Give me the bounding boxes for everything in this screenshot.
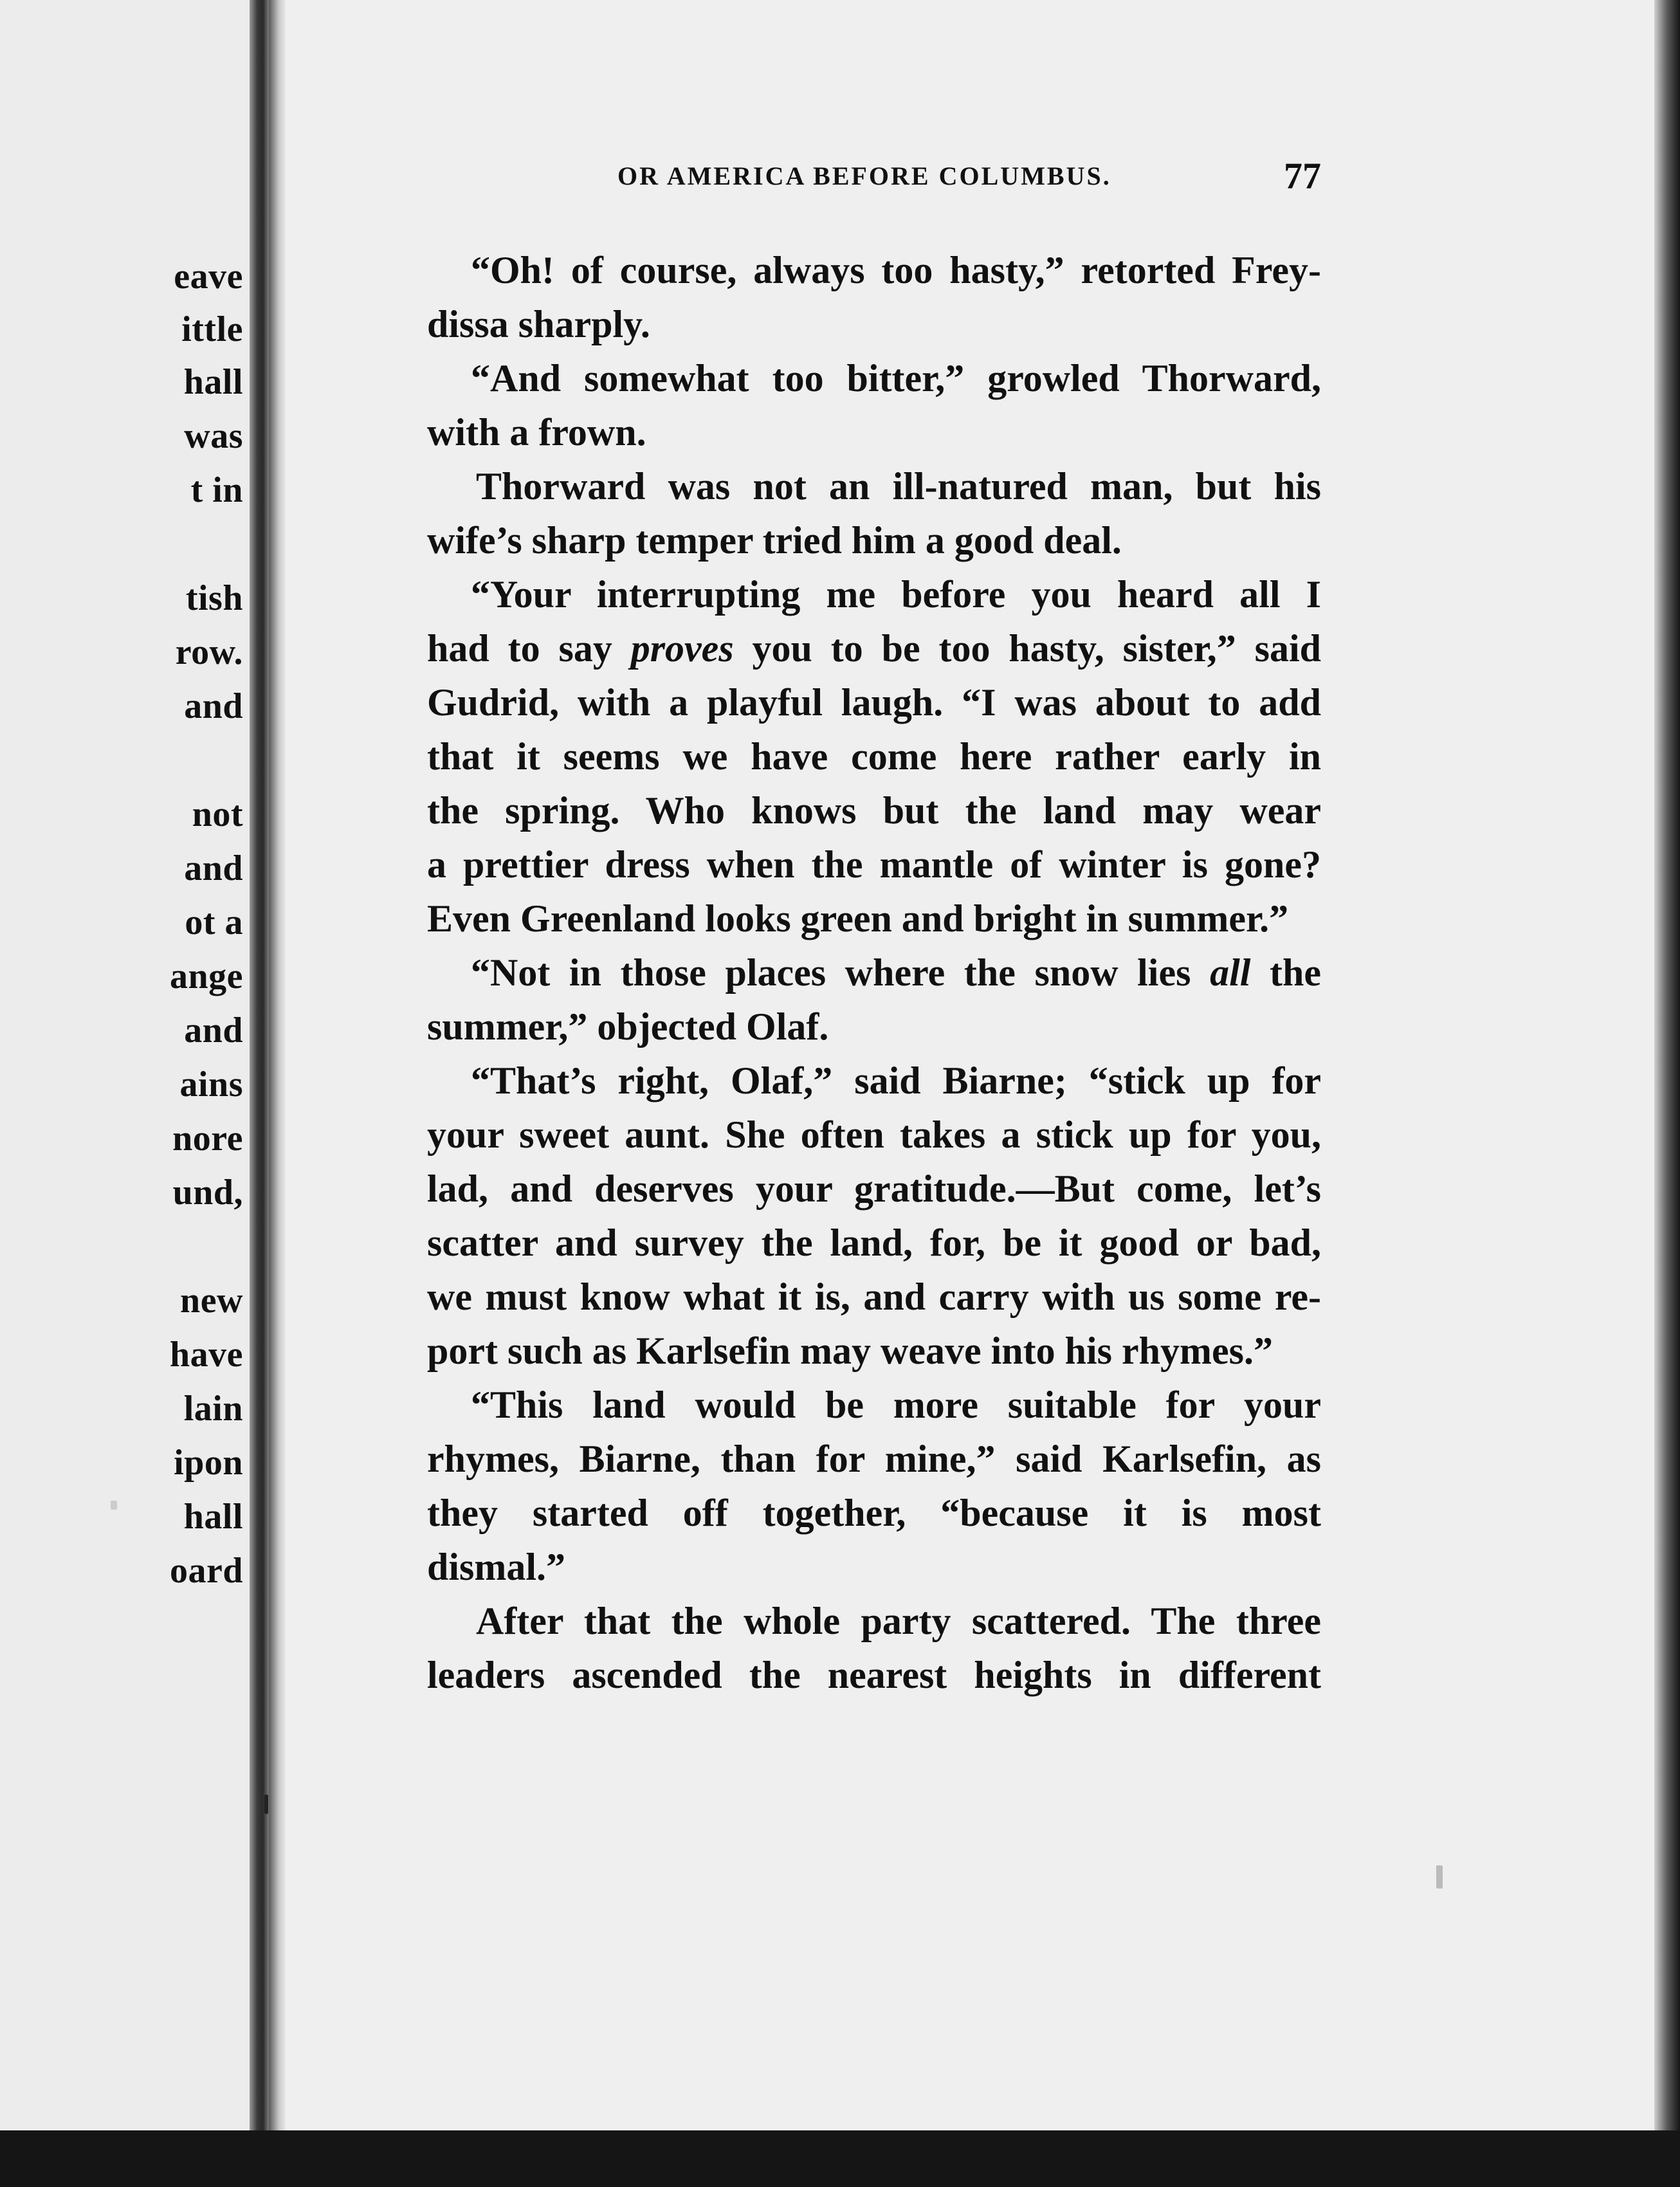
left-page-line: new xyxy=(180,1281,243,1321)
left-page-line: eave xyxy=(174,257,243,297)
text-line: with a frown. xyxy=(427,411,646,453)
page-edge-shadow xyxy=(1654,0,1680,2148)
text-line: we must know what it is, and carry with us some re- xyxy=(427,1276,1321,1318)
text-line: rhymes, Biarne, than for mine,” said Karlsefin, as xyxy=(427,1438,1321,1480)
text-line xyxy=(427,946,1321,1000)
left-page-line: t in xyxy=(190,470,243,510)
left-page-line: oard xyxy=(170,1551,243,1591)
left-page-line: ipon xyxy=(174,1443,243,1483)
left-page-line: row. xyxy=(175,632,243,672)
text-run: you to be too hasty, sister,” said xyxy=(733,627,1321,670)
left-page-line: hall xyxy=(183,362,243,402)
text-line: “And somewhat too bitter,” growled Thorward, xyxy=(471,357,1321,399)
text-line: scatter and survey the land, for, be it good or bad, xyxy=(427,1222,1321,1264)
text-line: dismal.” xyxy=(427,1546,566,1588)
scan-bottom-border xyxy=(0,2130,1680,2187)
text-run: the xyxy=(1250,951,1321,994)
left-page-line: ains xyxy=(179,1065,243,1104)
scan-speck xyxy=(111,1501,117,1510)
text-line: lad, and deserves your gratitude.—But come, let’s xyxy=(427,1167,1321,1210)
text-line: “That’s right, Olaf,” said Biarne; “stick up for xyxy=(471,1059,1321,1102)
text-line: that it seems we have come here rather early in xyxy=(427,735,1321,778)
text-line: Even Greenland looks green and bright in summer.” xyxy=(427,897,1289,940)
text-line: port such as Karlsefin may weave into his rhymes.” xyxy=(427,1330,1273,1372)
left-page-line: and xyxy=(184,1011,243,1050)
text-line: Gudrid, with a playful laugh. “I was about to add xyxy=(427,681,1321,724)
book-gutter xyxy=(250,0,269,2136)
text-line: After that the whole party scattered. The three xyxy=(476,1600,1321,1642)
left-page-line: nore xyxy=(172,1119,243,1158)
left-page-fragment xyxy=(0,0,250,2130)
left-page-line: lain xyxy=(183,1389,243,1429)
left-page-line: hall xyxy=(183,1497,243,1537)
left-page-line: have xyxy=(170,1335,243,1375)
left-page-line: und, xyxy=(172,1173,243,1212)
text-line: “This land would be more suitable for your xyxy=(471,1384,1321,1426)
text-line: your sweet aunt. She often takes a stick up for you, xyxy=(427,1113,1321,1156)
running-head: OR AMERICA BEFORE COLUMBUS. xyxy=(617,161,1111,190)
left-page-line: ange xyxy=(170,956,243,996)
text-line: “Your interrupting me before you heard all I xyxy=(471,573,1321,616)
left-page-line: ittle xyxy=(181,309,243,349)
text-line: “Oh! of course, always too hasty,” retorted Frey- xyxy=(471,249,1321,291)
scan-speck xyxy=(264,1795,268,1814)
left-page-line: not xyxy=(192,794,243,834)
text-line: they started off together, “because it is most xyxy=(427,1492,1321,1534)
text-run: “Not in those places where the snow lies xyxy=(471,951,1210,994)
italic-word: all xyxy=(1210,951,1251,994)
text-line: dissa sharply. xyxy=(427,303,650,345)
text-line: leaders ascended the nearest heights in different xyxy=(427,1654,1321,1696)
page-body-text xyxy=(427,243,1321,1702)
left-page-line: and xyxy=(184,686,243,726)
left-page-line: was xyxy=(184,416,243,456)
left-page-line: and xyxy=(184,848,243,888)
text-run: had to say xyxy=(427,627,631,670)
text-line: a prettier dress when the mantle of winter is gone? xyxy=(427,843,1321,886)
text-line: the spring. Who knows but the land may wear xyxy=(427,789,1321,832)
italic-word: proves xyxy=(630,627,734,670)
gutter-edge xyxy=(269,0,286,2136)
left-page-line: tish xyxy=(185,578,243,618)
text-line: wife’s sharp temper tried him a good deal. xyxy=(427,519,1122,562)
scan-speck xyxy=(1436,1865,1443,1889)
page-number: 77 xyxy=(1284,155,1321,197)
text-line: Thorward was not an ill-natured man, but his xyxy=(476,465,1321,508)
text-line: summer,” objected Olaf. xyxy=(427,1005,829,1048)
left-page-line: ot a xyxy=(185,902,243,942)
text-line xyxy=(427,621,1321,675)
